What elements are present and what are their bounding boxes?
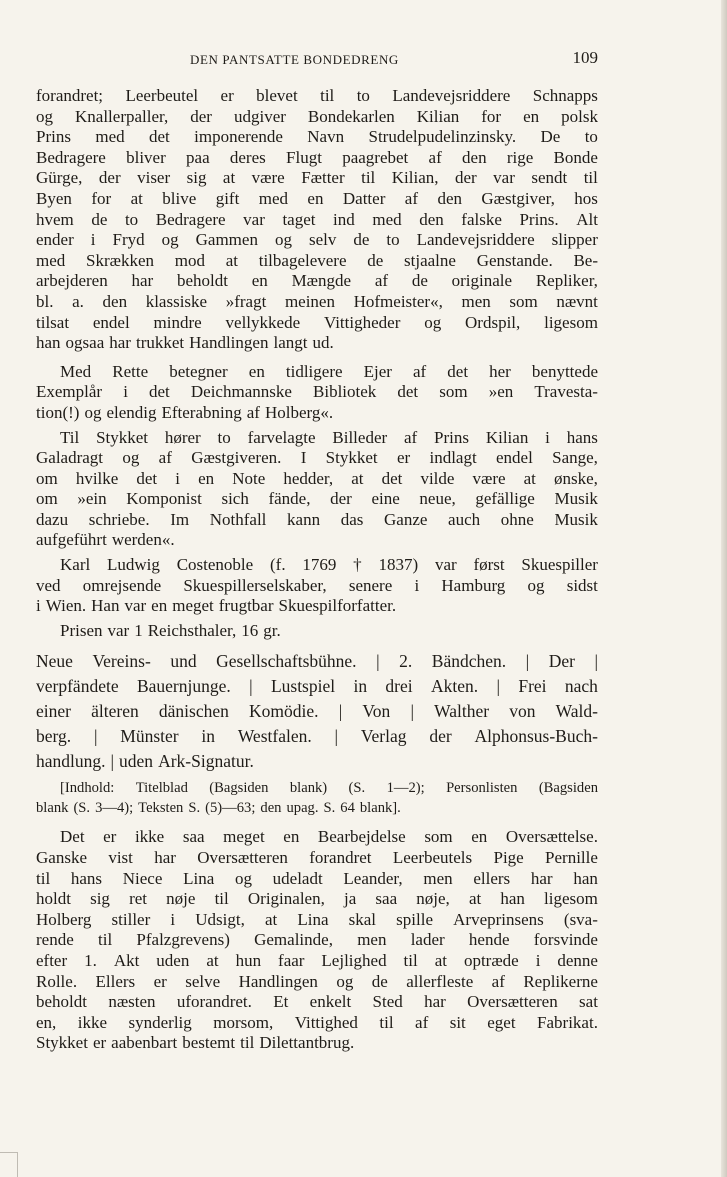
text-line: Prins med det imponerende Navn Strudelpudelinzinsky. De to <box>36 127 598 147</box>
paragraph <box>36 86 598 354</box>
text-line: handlung. | uden Ark-Signatur. <box>36 751 254 772</box>
page-number: 109 <box>572 48 598 67</box>
text-line: bl. a. den klassiske »fragt meinen Hofmeister«, men som nævnt <box>36 291 598 311</box>
text-line: tilsat endel mindre vellykkede Vittigheder og Ordspil, ligesom <box>36 312 598 332</box>
text-line: Holberg stiller i Udsigt, at Lina skal spille Arveprinsens (sva- <box>36 909 598 929</box>
text-line: [Indhold: Titelblad (Bagsiden blank) (S. 1—2); Personlisten (Bagsiden <box>60 780 598 797</box>
text-line: Gürge, der viser sig at være Fætter til Kilian, der var sendt til <box>36 168 598 188</box>
text-line: Rolle. Ellers er selve Handlingen og de allerfleste af Replikerne <box>36 971 598 991</box>
text-line: dazu schriebe. Im Nothfall kann das Ganze auch ohne Musik <box>36 509 598 529</box>
paragraph <box>36 555 598 617</box>
text-line: Med Rette betegner en tidligere Ejer af det her benyttede <box>60 361 598 381</box>
text-line: ved omrejsende Skuespillerselskaber, senere i Hamburg og sidst <box>36 575 598 595</box>
text-line: Det er ikke saa meget en Bearbejdelse som en Oversættelse. <box>60 827 598 847</box>
paragraph-gap <box>36 641 598 649</box>
text-line: Karl Ludwig Costenoble (f. 1769 † 1837) var først Skuespiller <box>60 555 598 575</box>
body-text <box>36 86 598 1054</box>
text-line: og Knallerpaller, der udgiver Bondekarlen Kilian for en polsk <box>36 106 598 126</box>
text-line: om »ein Komponist sich fände, der eine neue, gefällige Musik <box>36 489 598 509</box>
text-line: i Wien. Han var en meget frugtbar Skuespilforfatter. <box>36 596 397 616</box>
paragraph <box>36 827 598 1054</box>
text-line: holdt sig ret nøje til Originalen, ja saa nøje, at han ligesom <box>36 889 598 909</box>
text-line: Prisen var 1 Reichsthaler, 16 gr. <box>60 620 281 640</box>
paragraph-gap <box>36 354 598 362</box>
text-line: Galadragt og af Gæstgiveren. I Stykket er indlagt endel Sange, <box>36 448 598 468</box>
text-line: ender i Fryd og Gammen og selv de to Landevejsriddere slipper <box>36 230 598 250</box>
paragraph <box>36 362 598 424</box>
text-line: rende til Pfalzgrevens) Gemalinde, men lader hende forsvinde <box>36 930 598 950</box>
text-line: Exemplår i det Deichmannske Bibliotek det som »en Travesta- <box>36 382 598 402</box>
title-entry <box>36 649 598 774</box>
running-title: DEN PANTSATTE BONDEDRENG <box>190 52 399 67</box>
page-edge <box>721 0 727 1177</box>
text-line: om hvilke det i en Note hedder, at det vilde være at ønske, <box>36 468 598 488</box>
text-line: Ganske vist har Oversætteren forandret Leerbeutels Pige Pernille <box>36 848 598 868</box>
text-line: beholdt næsten uforandret. Et enkelt Sted har Oversætteren sat <box>36 992 598 1012</box>
paragraph <box>36 621 598 642</box>
text-line: efter 1. Akt uden at hun faar Lejlighed til at optræde i denne <box>36 951 598 970</box>
text-line: Bedragere bliver paa deres Flugt paagrebet af den rige Bonde <box>36 147 598 167</box>
text-line: einer älteren dänischen Komödie. | Von | Walther von Wald- <box>36 701 598 722</box>
bibliographic-note <box>36 778 598 818</box>
text-line: han ogsaa har trukket Handlingen langt ud. <box>36 333 334 353</box>
text-line: forandret; Leerbeutel er blevet til to Landevejsriddere Schnapps <box>36 86 598 105</box>
text-line: arbejderen har beholdt en Mængde af de originale Repliker, <box>36 271 598 291</box>
text-line: tion(!) og elendig Efterabning af Holberg«. <box>36 402 334 422</box>
text-line: aufgeführt werden«. <box>36 530 175 550</box>
page-header <box>36 48 598 70</box>
text-line: blank (S. 3—4); Teksten S. (5)—63; den upag. S. 64 blank]. <box>36 800 401 817</box>
paragraph <box>36 428 598 552</box>
text-line: en, ikke synderlig morsom, Vittighed til af sit eget Fabrikat. <box>36 1012 598 1032</box>
text-line: Til Stykket hører to farvelagte Billeder af Prins Kilian i hans <box>60 427 598 447</box>
paragraph-gap <box>36 818 598 827</box>
text-line: Stykket er aabenbart bestemt til Dilettantbrug. <box>36 1033 355 1053</box>
text-line: berg. | Münster in Westfalen. | Verlag der Alphonsus-Buch- <box>36 726 598 747</box>
text-line: Neue Vereins- und Gesellschaftsbühne. | 2. Bändchen. | Der | <box>36 651 598 672</box>
text-line: verpfändete Bauernjunge. | Lustspiel in drei Akten. | Frei nach <box>36 676 598 697</box>
text-line: til hans Niece Lina og udeladt Leander, men ellers har han <box>36 868 598 888</box>
text-line: hvem de to Bedragere var taget ind med den falske Prins. Alt <box>36 209 598 229</box>
scan-corner-mark <box>0 1152 18 1177</box>
text-line: Byen for at blive gift med en Datter af den Gæstgiver, hos <box>36 188 598 208</box>
text-line: med Skrækken mod at tilbagelevere de stjaalne Genstande. Be- <box>36 250 598 270</box>
